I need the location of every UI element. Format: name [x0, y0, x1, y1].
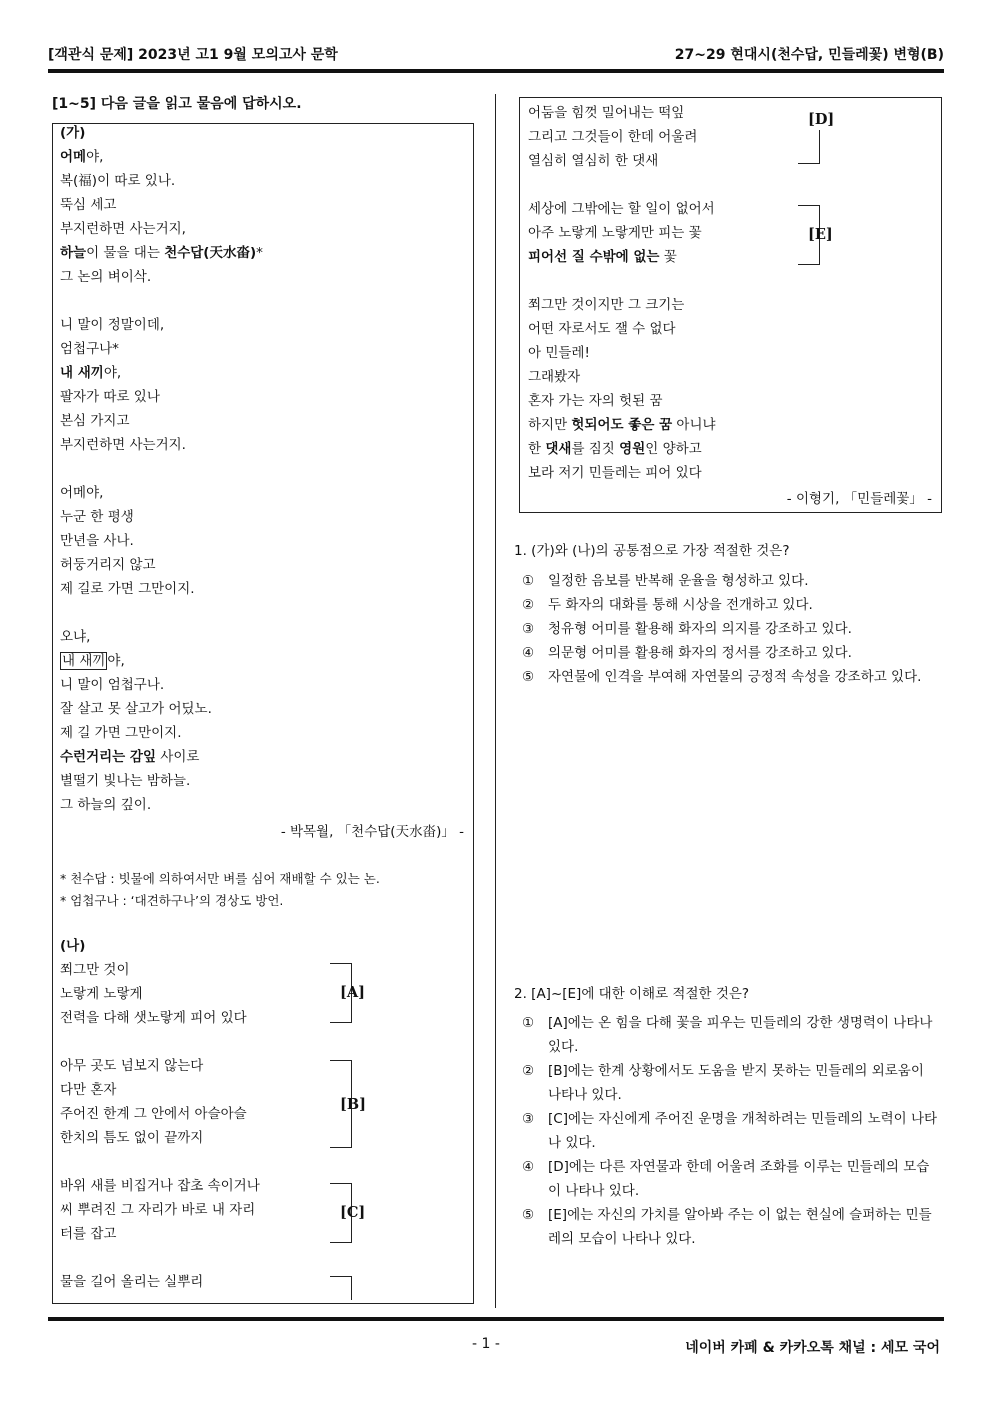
- poem-line: 혼자 가는 자의 헛된 꿈: [528, 393, 663, 409]
- poem-line: 아 민들레!: [528, 345, 590, 361]
- bottom-rule: [48, 1317, 944, 1321]
- poem-line: 그 논의 벼이삭.: [60, 269, 152, 285]
- poem-ga-label: (가): [60, 125, 86, 141]
- poem-line: 하늘이 물을 대는 천수답(天水畓)*: [60, 245, 263, 261]
- question-1-option-5[interactable]: ⑤ 자연물에 인격을 부여해 자연물의 긍정적 속성을 강조하고 있다.: [522, 669, 922, 685]
- question-2-option-1[interactable]: ① [A]에는 온 힘을 다해 꽃을 피우는 민들레의 강한 생명력이 나타나 있다.: [522, 1015, 933, 1055]
- poem-line: 한 댓새를 짐짓 영원인 양하고: [528, 441, 702, 457]
- poem-line: 노랗게 노랗게: [60, 986, 143, 1002]
- instruction: [1~5] 다음 글을 읽고 물음에 답하시오.: [52, 96, 302, 112]
- question-2-stem: 2. [A]~[E]에 대한 이해로 적절한 것은?: [514, 986, 750, 1002]
- poem-line: 피어선 질 수밖에 없는 꽃: [528, 249, 677, 265]
- poem-line: 하지만 헛되어도 좋은 꿈 아니냐: [528, 417, 716, 433]
- poem-line: 내 새끼 야,: [62, 653, 125, 669]
- poem-line: 전력을 다해 샛노랗게 피어 있다: [60, 1010, 247, 1026]
- bracket-d-end: [798, 130, 820, 164]
- poem-line: 오냐,: [60, 629, 91, 645]
- poem-line: 한치의 틈도 없이 끝까지: [60, 1130, 204, 1146]
- question-2-option-2[interactable]: ② [B]에는 한계 상황에서도 도움을 받지 못하는 민들레의 외로움이 나타나 있다.: [522, 1063, 924, 1103]
- poem-line: 그래봤자: [528, 369, 581, 385]
- question-2-option-5[interactable]: ⑤ [E]에는 자신의 가치를 알아봐 주는 이 없는 현실에 슬퍼하는 민들레의 모습이 나타나 있다.: [522, 1207, 932, 1247]
- poem-line: 제 길 가면 그만이지.: [60, 725, 182, 741]
- question-1-option-1[interactable]: ① 일정한 음보를 반복해 운율을 형성하고 있다.: [522, 573, 809, 589]
- question-2-option-4[interactable]: ④ [D]에는 다른 자연물과 한데 어울려 조화를 이루는 민들레의 모습이 나타나 있다.: [522, 1159, 930, 1199]
- poem-line: 내 새끼야,: [60, 365, 122, 381]
- poem-line: 어둠을 힘껏 밀어내는 떡잎: [528, 105, 685, 121]
- poem-line: 부지런하면 사는거지,: [60, 221, 186, 237]
- poem-line: 누군 한 평생: [60, 509, 134, 525]
- poem-line: 니 말이 엄첩구나.: [60, 677, 165, 693]
- bracket-label-b: [B]: [340, 1096, 366, 1113]
- poem-line: 다만 혼자: [60, 1082, 117, 1098]
- question-1-option-4[interactable]: ④ 의문형 어미를 활용해 화자의 정서를 강조하고 있다.: [522, 645, 852, 661]
- poem-line: 허둥거리지 않고: [60, 557, 156, 573]
- poem-line: 복(福)이 따로 있나.: [60, 173, 176, 189]
- poem-line: 그 하늘의 깊이.: [60, 797, 152, 813]
- poem-line: 만년을 사나.: [60, 533, 134, 549]
- poem-line: 어메야,: [60, 149, 104, 165]
- poem-line: 물을 길어 올리는 실뿌리: [60, 1274, 204, 1290]
- poem-na-label: (나): [60, 938, 86, 954]
- poem-line: 열심히 열심히 한 댓새: [528, 153, 659, 169]
- poem-line: 아무 곳도 넘보지 않는다: [60, 1058, 204, 1074]
- poem-na-author: - 이형기, 「민들레꽃」 -: [786, 491, 932, 507]
- column-divider: [495, 94, 496, 1308]
- question-1-stem: 1. (가)와 (나)의 공통점으로 가장 적절한 것은?: [514, 543, 790, 559]
- header-title: [객관식 문제] 2023년 고1 9월 모의고사 문학: [48, 47, 338, 63]
- bracket-d-start: [330, 1276, 352, 1300]
- boxed-phrase: 내 새끼: [62, 653, 106, 669]
- bracket-label-d: [D]: [808, 111, 835, 128]
- poem-line: 주어진 한계 그 안에서 아슬아슬: [60, 1106, 247, 1122]
- poem-line: 니 말이 정말이데,: [60, 317, 165, 333]
- poem-line: 어떤 자로서도 잴 수 없다: [528, 321, 676, 337]
- poem-line: 본심 가지고: [60, 413, 130, 429]
- bracket-label-e: [E]: [808, 226, 833, 243]
- poem-line: 씨 뿌려진 그 자리가 바로 내 자리: [60, 1202, 256, 1218]
- poem-line: 잘 살고 못 살고가 어딨노.: [60, 701, 212, 717]
- poem-line: 그리고 그것들이 한데 어울려: [528, 129, 698, 145]
- footnote: * 천수답 : 빗물에 의하여서만 벼를 심어 재배할 수 있는 논.: [60, 871, 380, 886]
- footer-credit: 네이버 카페 & 카카오톡 채널 : 세모 국어: [685, 1340, 940, 1356]
- poem-line: 터를 잡고: [60, 1226, 117, 1242]
- question-1-option-2[interactable]: ② 두 화자의 대화를 통해 시상을 전개하고 있다.: [522, 597, 813, 613]
- bracket-label-a: [A]: [340, 984, 365, 1001]
- poem-line: 별떨기 빛나는 밤하늘.: [60, 773, 191, 789]
- poem-ga-author: - 박목월, 「천수답(天水畓)」 -: [280, 824, 464, 840]
- header-subtitle: 27~29 현대시(천수답, 민들레꽃) 변형(B): [674, 47, 944, 63]
- question-2-option-3[interactable]: ③ [C]에는 자신에게 주어진 운명을 개척하려는 민들레의 노력이 나타나 있다.: [522, 1111, 938, 1151]
- poem-line: 쬐그만 것이지만 그 크기는: [528, 297, 685, 313]
- poem-line: 바위 새를 비집거나 잡초 속이거나: [60, 1178, 260, 1194]
- footnote: * 엄첩구나 : ‘대견하구나’의 경상도 방언.: [60, 893, 284, 908]
- poem-line: 세상에 그밖에는 할 일이 없어서: [528, 201, 715, 217]
- poem-line: 어메야,: [60, 485, 104, 501]
- top-rule: [48, 69, 944, 73]
- page-number: - 1 -: [472, 1336, 500, 1352]
- question-1-option-3[interactable]: ③ 청유형 어미를 활용해 화자의 의지를 강조하고 있다.: [522, 621, 852, 637]
- poem-line: 뚝심 세고: [60, 197, 117, 213]
- poem-line: 수런거리는 감잎 사이로: [60, 749, 200, 765]
- poem-line: 쬐그만 것이: [60, 962, 130, 978]
- poem-line: 부지런하면 사는거지.: [60, 437, 186, 453]
- poem-line: 아주 노랗게 노랗게만 피는 꽃: [528, 225, 702, 241]
- poem-line: 팔자가 따로 있나: [60, 389, 160, 405]
- poem-line: 엄첩구나*: [60, 341, 119, 357]
- bracket-label-c: [C]: [340, 1204, 366, 1221]
- poem-line: 보라 저기 민들레는 피어 있다: [528, 465, 702, 481]
- poem-line: 제 길로 가면 그만이지.: [60, 581, 195, 597]
